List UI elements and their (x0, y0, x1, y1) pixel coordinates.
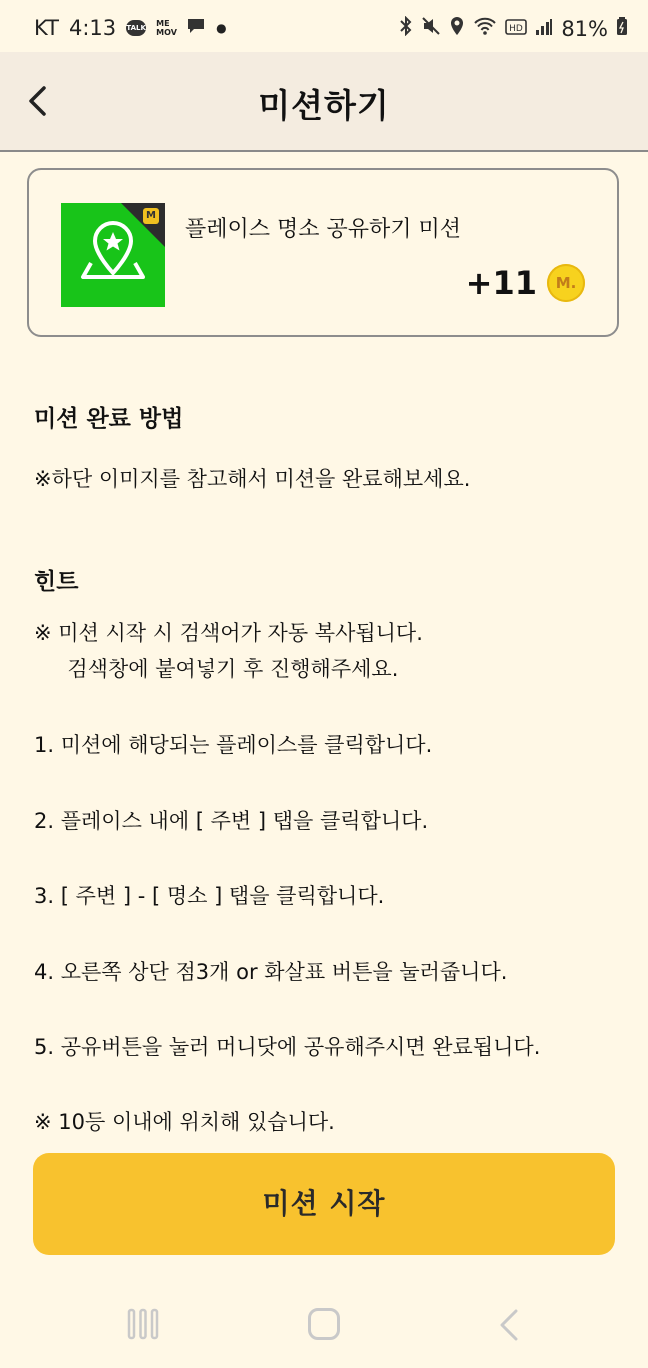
mission-thumbnail (61, 203, 165, 307)
location-icon (449, 16, 465, 41)
start-mission-button[interactable]: 미션 시작 (33, 1153, 615, 1255)
status-bar-left (34, 16, 227, 40)
svg-text:HD: HD (509, 23, 524, 34)
status-bar (0, 0, 648, 52)
mute-icon (421, 16, 441, 41)
more-notifications-dot-icon: ● (216, 21, 227, 35)
battery-percent: 81% (561, 16, 608, 41)
app-bar (0, 52, 648, 152)
system-nav-bar (0, 1280, 648, 1368)
hint-line: ※ 미션 시작 시 검색어가 자동 복사됩니다. (34, 621, 423, 645)
hint-step: 4. 오른쪽 상단 점3개 or 화살표 버튼을 눌러줍니다. (34, 960, 508, 984)
memo-notification-icon: ME MOV (156, 19, 177, 37)
reward (466, 264, 585, 302)
hint-line: 검색창에 붙여넣기 후 진행해주세요. (34, 657, 399, 681)
reward-amount: +11 (465, 264, 537, 302)
mission-title: 플레이스 명소 공유하기 미션 (185, 217, 462, 242)
back-arrow-icon (494, 1308, 524, 1342)
recent-apps-button[interactable] (127, 1308, 159, 1340)
hd-voice-icon (505, 17, 527, 41)
talk-notification-icon: TALK (126, 20, 146, 36)
battery-icon (616, 16, 628, 41)
hint-step: 1. 미션에 해당되는 플레이스를 클릭합니다. (34, 733, 433, 757)
how-to-text: ※하단 이미지를 참고해서 미션을 완료해보세요. (34, 467, 471, 491)
home-button[interactable] (308, 1308, 340, 1340)
recent-apps-icon (127, 1308, 159, 1340)
hint-step: 3. [ 주변 ] - [ 명소 ] 탭을 클릭합니다. (34, 884, 385, 908)
mission-card (27, 168, 619, 337)
hint-note: ※ 10등 이내에 위치해 있습니다. (34, 1110, 335, 1134)
page-title: 미션하기 (258, 86, 390, 125)
hint-heading: 힌트 (34, 569, 79, 595)
system-back-button[interactable] (494, 1308, 524, 1342)
carrier-label: KT (34, 16, 59, 40)
hint-step: 2. 플레이스 내에 [ 주변 ] 탭을 클릭합니다. (34, 809, 429, 833)
hint-step: 5. 공유버튼을 눌러 머니닷에 공유해주시면 완료됩니다. (34, 1035, 541, 1059)
signal-icon (535, 17, 553, 41)
bluetooth-icon (399, 16, 413, 41)
brand-badge-icon: M (143, 208, 159, 224)
status-bar-right (399, 16, 628, 41)
coin-icon: M. (547, 264, 585, 302)
clock: 4:13 (68, 16, 117, 40)
message-notification-icon (186, 16, 206, 40)
how-to-heading: 미션 완료 방법 (34, 406, 184, 432)
wifi-icon (473, 16, 497, 41)
